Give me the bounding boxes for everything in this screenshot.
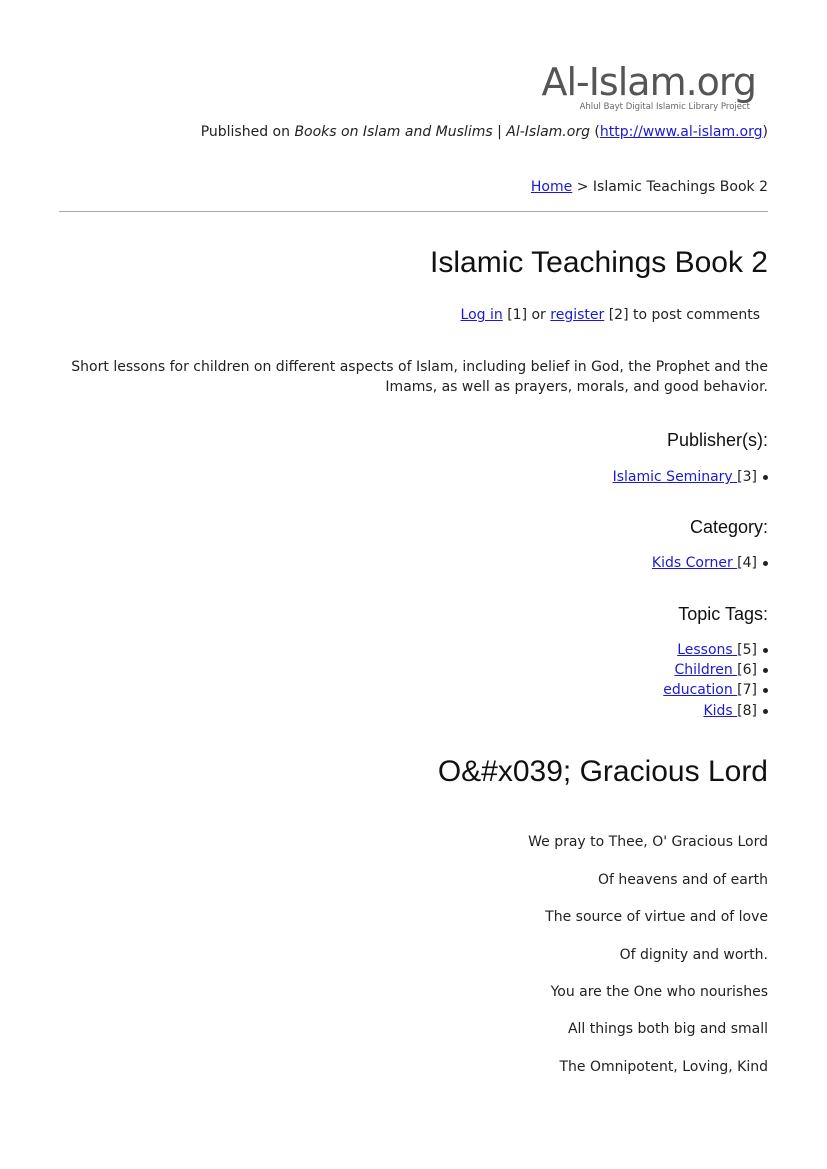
category-ref: [4] (737, 555, 757, 571)
site-url-link[interactable]: http://www.al-islam.org (599, 124, 763, 140)
logo-tagline: Ahlul Bayt Digital Islamic Library Project (579, 102, 750, 112)
tag-item (703, 703, 768, 719)
bullet-icon (763, 709, 768, 714)
poem-line: You are the One who nourishes (550, 984, 768, 1000)
tag-link-education[interactable]: education (663, 682, 738, 698)
poem-line: Of heavens and of earth (597, 872, 768, 888)
tag-ref: [8] (737, 703, 757, 719)
poem-line: All things both big and small (567, 1021, 768, 1037)
published-on-line (201, 124, 768, 140)
site-logo[interactable] (526, 62, 756, 118)
category-label: Category: (689, 517, 768, 537)
category-link[interactable]: Kids Corner (651, 555, 738, 571)
book-description: Short lessons for children on different aspects of Islam, including belief in God, the Prophet and the Imams, as well as prayers, morals, and good behavior. (71, 359, 768, 395)
bullet-icon (763, 688, 768, 693)
publisher-link[interactable]: Islamic Seminary (612, 469, 738, 485)
category-item (652, 555, 768, 571)
bullet-icon (763, 648, 768, 653)
login-ref: [1] or (502, 307, 551, 323)
tag-link-lessons[interactable]: Lessons (677, 642, 738, 658)
published-open-paren: ( (589, 124, 600, 140)
published-close-paren: ) (762, 124, 768, 140)
tag-ref: [7] (737, 682, 757, 698)
login-link[interactable]: Log in (460, 307, 503, 323)
publisher-item (613, 469, 768, 485)
register-ref: [2] to post comments (604, 307, 760, 323)
bullet-icon (763, 561, 768, 566)
tag-item (674, 662, 768, 678)
poem-line: We pray to Thee, O' Gracious Lord (528, 834, 768, 850)
published-site-name: Books on Islam and Muslims | Al-Islam.org (294, 124, 590, 140)
comment-login-line (461, 307, 760, 323)
tag-item (663, 682, 768, 698)
poem-line: The source of virtue and of love (545, 909, 768, 925)
breadcrumb-separator: > (572, 179, 593, 195)
published-prefix: Published on (200, 124, 295, 140)
bullet-icon (763, 668, 768, 673)
page-title: Islamic Teachings Book 2 (430, 246, 768, 279)
tag-link-children[interactable]: Children (674, 662, 738, 678)
publishers-label: Publisher(s): (666, 430, 768, 450)
tag-ref: [5] (737, 642, 757, 658)
tag-item (677, 642, 768, 658)
breadcrumb (531, 179, 768, 195)
register-link[interactable]: register (550, 307, 605, 323)
topic-tags-label: Topic Tags: (678, 604, 768, 624)
section-title: O&#x039; Gracious Lord (437, 755, 768, 788)
publisher-ref: [3] (737, 469, 757, 485)
breadcrumb-home-link[interactable]: Home (530, 179, 573, 195)
bullet-icon (763, 475, 768, 480)
logo-wordmark: Al-Islam.org (541, 60, 756, 104)
tag-ref: [6] (737, 662, 757, 678)
tag-link-kids[interactable]: Kids (703, 703, 738, 719)
poem-line: The Omnipotent, Loving, Kind (559, 1059, 768, 1075)
header-divider (59, 211, 768, 212)
breadcrumb-current: Islamic Teachings Book 2 (592, 179, 768, 195)
poem-line: Of dignity and worth. (619, 947, 768, 963)
